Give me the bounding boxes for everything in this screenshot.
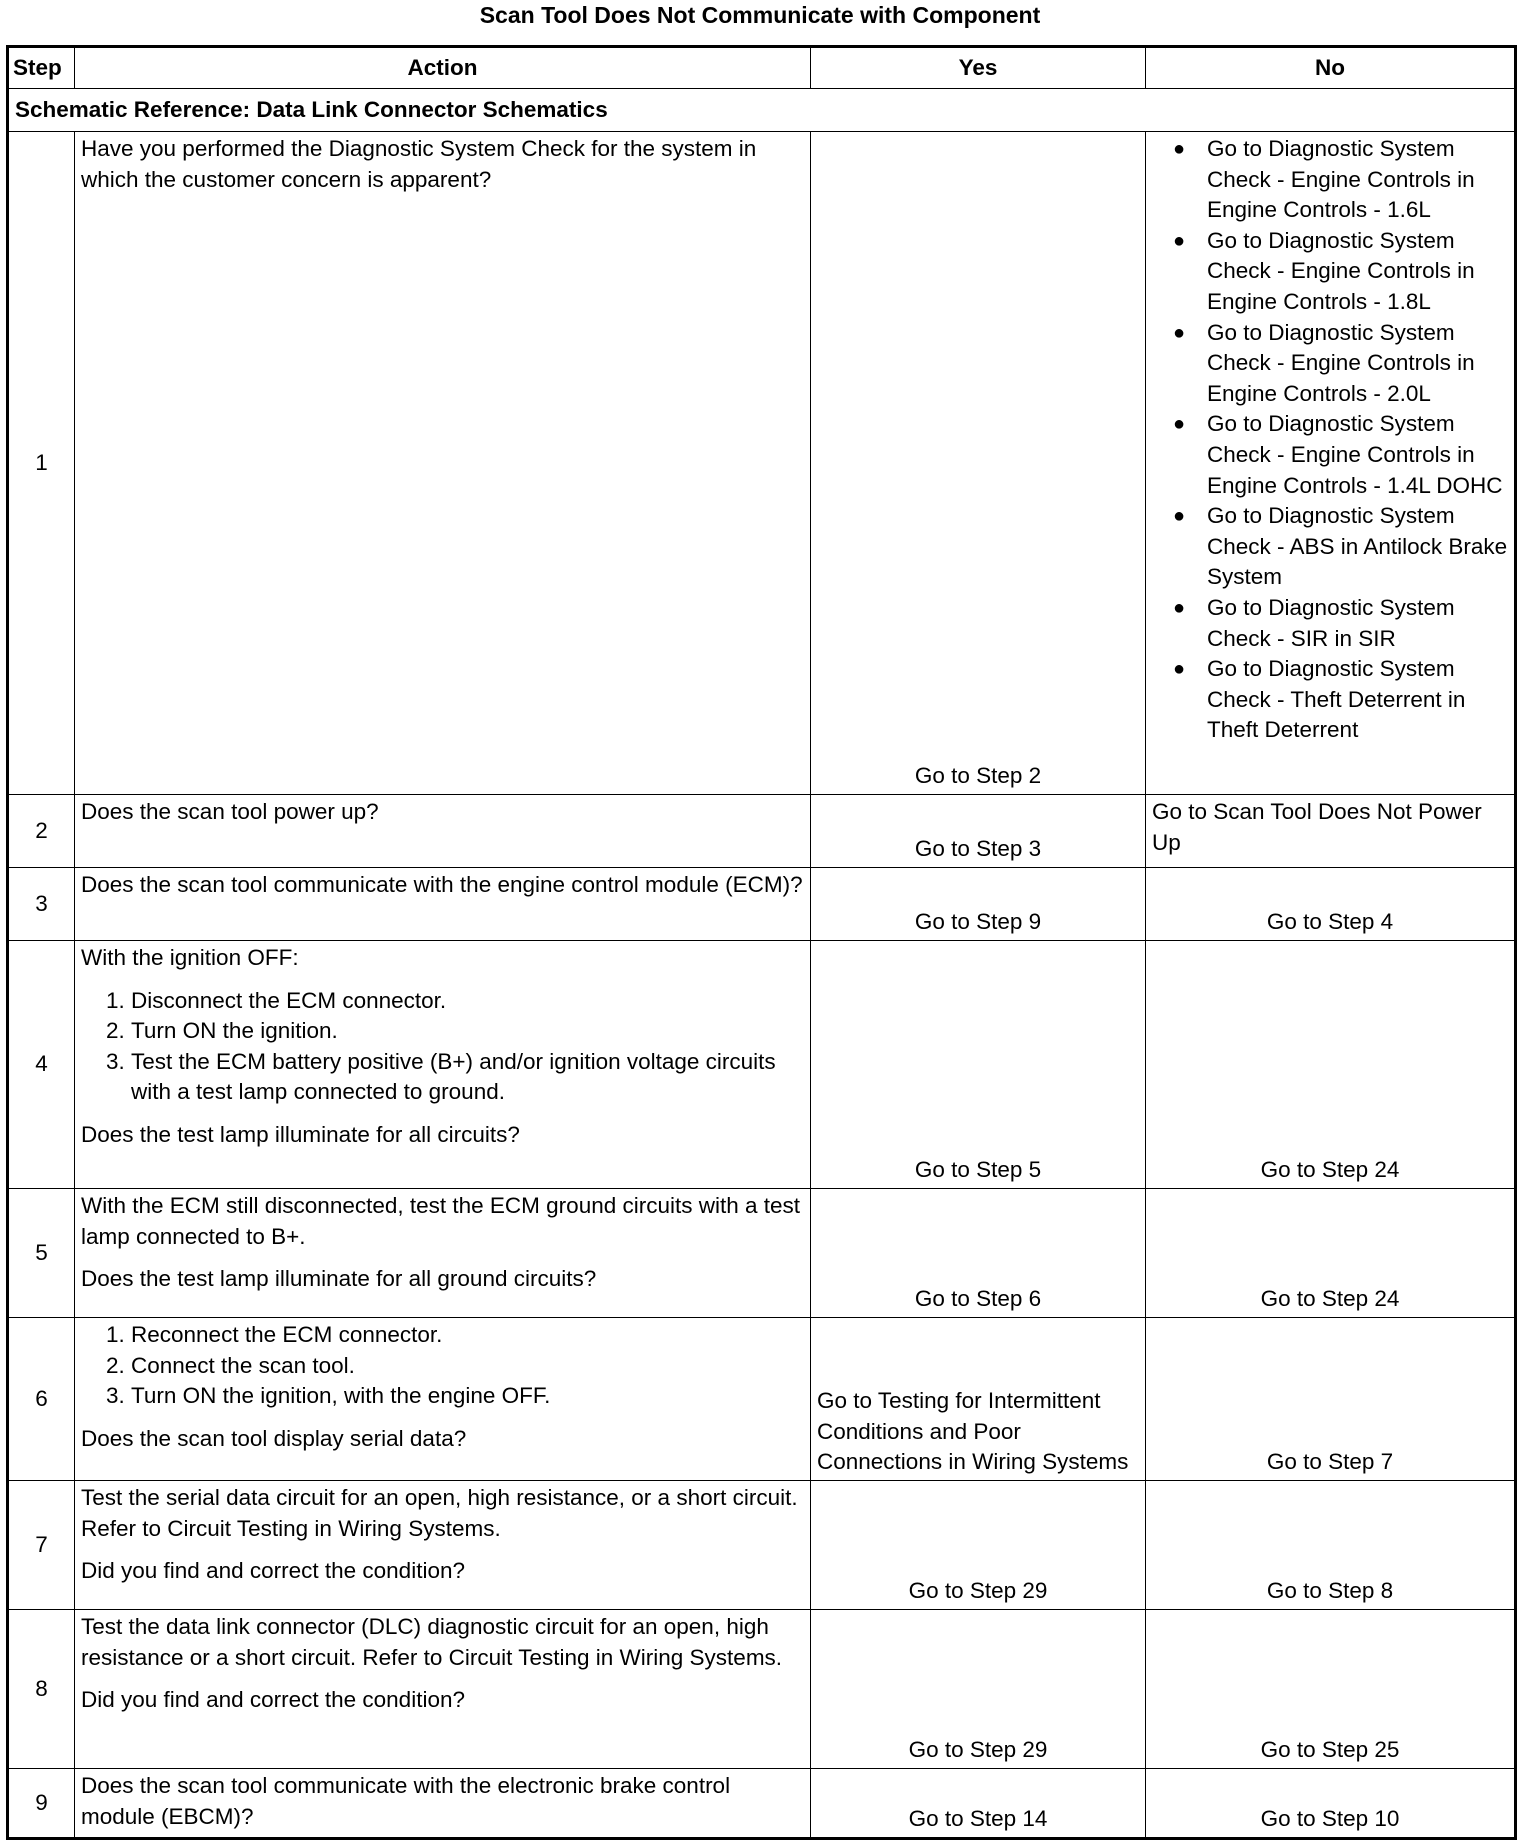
no-result: Go to Step 24	[1146, 941, 1516, 1189]
table-row	[8, 941, 1516, 1189]
step-number: 3	[8, 868, 75, 941]
action-cell	[75, 1318, 811, 1481]
action-text: Does the scan tool communicate with the electronic brake control module (EBCM)?	[75, 1769, 811, 1839]
table-row	[8, 132, 1516, 795]
table-row	[8, 1318, 1516, 1481]
table-row	[8, 795, 1516, 868]
no-result: Go to Step 25	[1146, 1610, 1516, 1769]
bullet-icon: ●	[1173, 658, 1186, 681]
step-number: 4	[8, 941, 75, 1189]
action-intro: With the ignition OFF:	[81, 945, 299, 970]
no-result-list	[1146, 132, 1516, 795]
list-item: 1. Reconnect the ECM connector.	[131, 1320, 804, 1351]
bullet-icon: ●	[1173, 505, 1186, 528]
action-intro: Test the serial data circuit for an open, high resistance, or a short circuit. Refer to Circuit Testing in Wiring Systems.	[81, 1485, 798, 1541]
table-row	[8, 868, 1516, 941]
yes-result: Go to Step 5	[811, 941, 1146, 1189]
action-cell	[75, 1481, 811, 1610]
bullet-icon: ●	[1173, 138, 1186, 160]
header-step: Step	[8, 47, 75, 89]
yes-result: Go to Step 2	[811, 132, 1146, 795]
list-item: ● Go to Diagnostic System Check - Engine Controls in Engine Controls - 2.0L	[1173, 319, 1475, 406]
action-question: Did you find and correct the condition?	[81, 1558, 465, 1584]
list-item: 1. Disconnect the ECM connector.	[131, 986, 804, 1017]
bullet-icon: ●	[1173, 321, 1186, 344]
action-cell	[75, 1189, 811, 1318]
list-item: ● Go to Diagnostic System Check - Theft Deterrent in Theft Deterrent	[1173, 656, 1466, 743]
step-number: 5	[8, 1189, 75, 1318]
schematic-reference: Schematic Reference: Data Link Connector Schematics	[8, 89, 1516, 132]
action-question: Does the test lamp illuminate for all ground circuits?	[81, 1266, 597, 1292]
action-text: Have you performed the Diagnostic System Check for the system in which the customer concern is apparent?	[75, 132, 811, 795]
list-item: 3. Turn ON the ignition, with the engine OFF.	[131, 1381, 804, 1412]
no-result: Go to Step 10	[1146, 1769, 1516, 1839]
action-cell	[75, 941, 811, 1189]
yes-result: Go to Step 29	[811, 1481, 1146, 1610]
action-intro: With the ECM still disconnected, test the ECM ground circuits with a test lamp connected to B+.	[81, 1193, 801, 1249]
step-number: 9	[8, 1769, 75, 1839]
yes-result: Go to Step 29	[811, 1610, 1146, 1769]
list-item: ● Go to Diagnostic System Check - Engine Controls in Engine Controls - 1.4L DOHC	[1173, 411, 1503, 498]
no-result: Go to Step 7	[1146, 1318, 1516, 1481]
action-text: Does the scan tool power up?	[75, 795, 811, 868]
table-row	[8, 1610, 1516, 1769]
page-title: Scan Tool Does Not Communicate with Component	[479, 2, 1041, 28]
action-question: Did you find and correct the condition?	[81, 1687, 465, 1713]
yes-result: Go to Step 14	[811, 1769, 1146, 1839]
action-intro: Test the data link connector (DLC) diagnostic circuit for an open, high resistance or a short circuit. Refer to Circuit Testing in Wiring Systems.	[81, 1614, 783, 1670]
list-item: ● Go to Diagnostic System Check - Engine Controls in Engine Controls - 1.8L	[1173, 227, 1475, 314]
table-row	[8, 1769, 1516, 1839]
list-item: 2. Connect the scan tool.	[131, 1351, 804, 1382]
header-action: Action	[75, 47, 811, 89]
action-steps	[81, 1320, 804, 1412]
no-result: Go to Step 24	[1146, 1189, 1516, 1318]
header-no: No	[1146, 47, 1516, 89]
yes-result: Go to Step 9	[811, 868, 1146, 941]
no-result: Go to Scan Tool Does Not Power Up	[1146, 795, 1516, 868]
diagnostic-table	[6, 45, 1517, 1840]
step-number: 2	[8, 795, 75, 868]
header-yes: Yes	[811, 47, 1146, 89]
table-row	[8, 1189, 1516, 1318]
list-item: ● Go to Diagnostic System Check - SIR in SIR	[1173, 594, 1455, 651]
yes-result: Go to Step 6	[811, 1189, 1146, 1318]
header-row	[8, 47, 1516, 89]
list-item: 3. Test the ECM battery positive (B+) and/or ignition voltage circuits with a test lamp connected to ground.	[131, 1047, 804, 1108]
list-item: ● Go to Diagnostic System Check - ABS in Antilock Brake System	[1173, 503, 1508, 590]
action-question: Does the test lamp illuminate for all circuits?	[81, 1121, 520, 1147]
yes-result: Go to Testing for Intermittent Conditions and Poor Connections in Wiring Systems	[811, 1318, 1146, 1481]
bullet-icon: ●	[1173, 413, 1186, 436]
action-cell	[75, 1610, 811, 1769]
table-row	[8, 1481, 1516, 1610]
list-item: 2. Turn ON the ignition.	[131, 1016, 804, 1047]
yes-result: Go to Step 3	[811, 795, 1146, 868]
step-number: 7	[8, 1481, 75, 1610]
schematic-row	[8, 89, 1516, 132]
bullet-icon: ●	[1173, 596, 1186, 619]
no-result: Go to Step 4	[1146, 868, 1516, 941]
action-question: Does the scan tool display serial data?	[81, 1425, 467, 1451]
action-steps	[81, 986, 804, 1108]
step-number: 8	[8, 1610, 75, 1769]
action-text: Does the scan tool communicate with the engine control module (ECM)?	[75, 868, 811, 941]
list-item: ● Go to Diagnostic System Check - Engine Controls in Engine Controls - 1.6L	[1173, 136, 1475, 223]
no-result: Go to Step 8	[1146, 1481, 1516, 1610]
step-number: 6	[8, 1318, 75, 1481]
step-number: 1	[8, 132, 75, 795]
bullet-icon: ●	[1173, 229, 1186, 252]
